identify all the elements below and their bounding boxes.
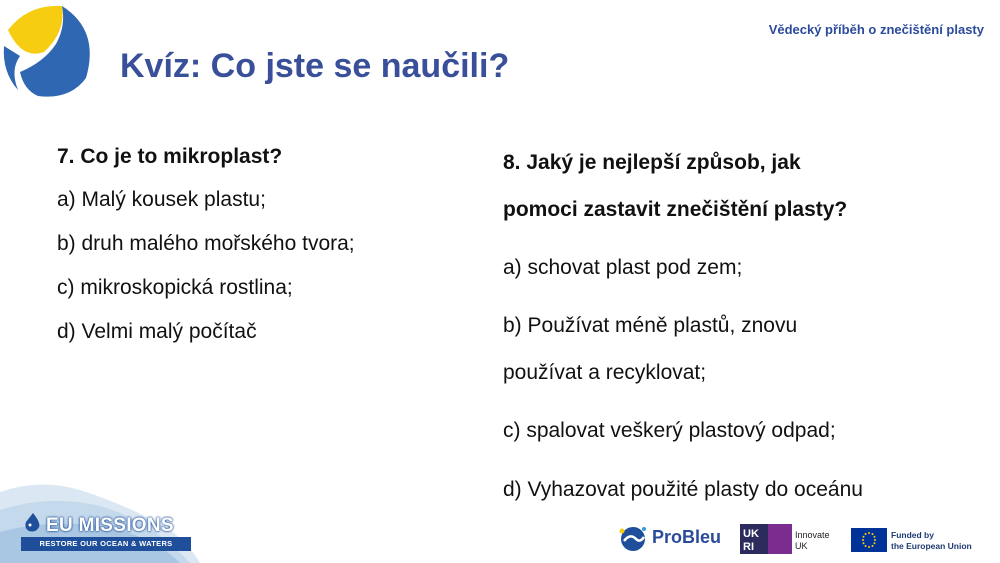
innovate-uk-label bbox=[795, 530, 830, 552]
eu-funded-line2: the European Union bbox=[891, 541, 972, 551]
question-7-option-b: b) druh malého mořského tvora; bbox=[57, 232, 355, 255]
ukri-logo-icon bbox=[740, 524, 792, 554]
question-7-heading: 7. Co je to mikroplast? bbox=[57, 145, 283, 168]
presentation-tag: Vědecký příběh o znečištění plasty bbox=[768, 22, 984, 37]
eu-funded-line1: Funded by bbox=[891, 530, 934, 540]
eu-missions-tagline: RESTORE OUR OCEAN & WATERS bbox=[21, 537, 191, 551]
question-7-option-c: c) mikroskopická rostlina; bbox=[57, 276, 293, 299]
question-8-option-a: a) schovat plast pod zem; bbox=[503, 256, 743, 279]
brand-logo bbox=[0, 0, 100, 100]
svg-text:RI: RI bbox=[743, 541, 754, 553]
probleu-logo-text: ProBleu bbox=[652, 527, 722, 547]
probleu-logo-icon bbox=[616, 524, 650, 554]
innovate-line2: UK bbox=[795, 541, 808, 551]
question-7-option-a: a) Malý kousek plastu; bbox=[57, 188, 266, 211]
question-8-option-d: d) Vyhazovat použité plasty do oceánu bbox=[503, 478, 863, 501]
question-8-option-b-cont: používat a recyklovat; bbox=[503, 361, 707, 384]
question-8-option-b: b) Používat méně plastů, znovu bbox=[503, 314, 798, 337]
svg-text:UK: UK bbox=[743, 528, 759, 540]
question-7-option-d: d) Velmi malý počítač bbox=[57, 320, 257, 343]
innovate-line1: Innovate bbox=[795, 530, 830, 540]
question-8-heading-line1: 8. Jaký je nejlepší způsob, jak bbox=[503, 151, 801, 174]
question-8-option-c: c) spalovat veškerý plastový odpad; bbox=[503, 419, 836, 442]
page-title: Kvíz: Co jste se naučili? bbox=[120, 47, 510, 85]
eu-missions-logo-text: EU MISSIONS bbox=[46, 515, 174, 536]
eu-funding-label bbox=[891, 530, 972, 552]
question-8-heading-line2: pomoci zastavit znečištění plasty? bbox=[503, 198, 848, 221]
water-drop-icon bbox=[22, 512, 44, 534]
eu-flag-icon bbox=[851, 528, 887, 552]
